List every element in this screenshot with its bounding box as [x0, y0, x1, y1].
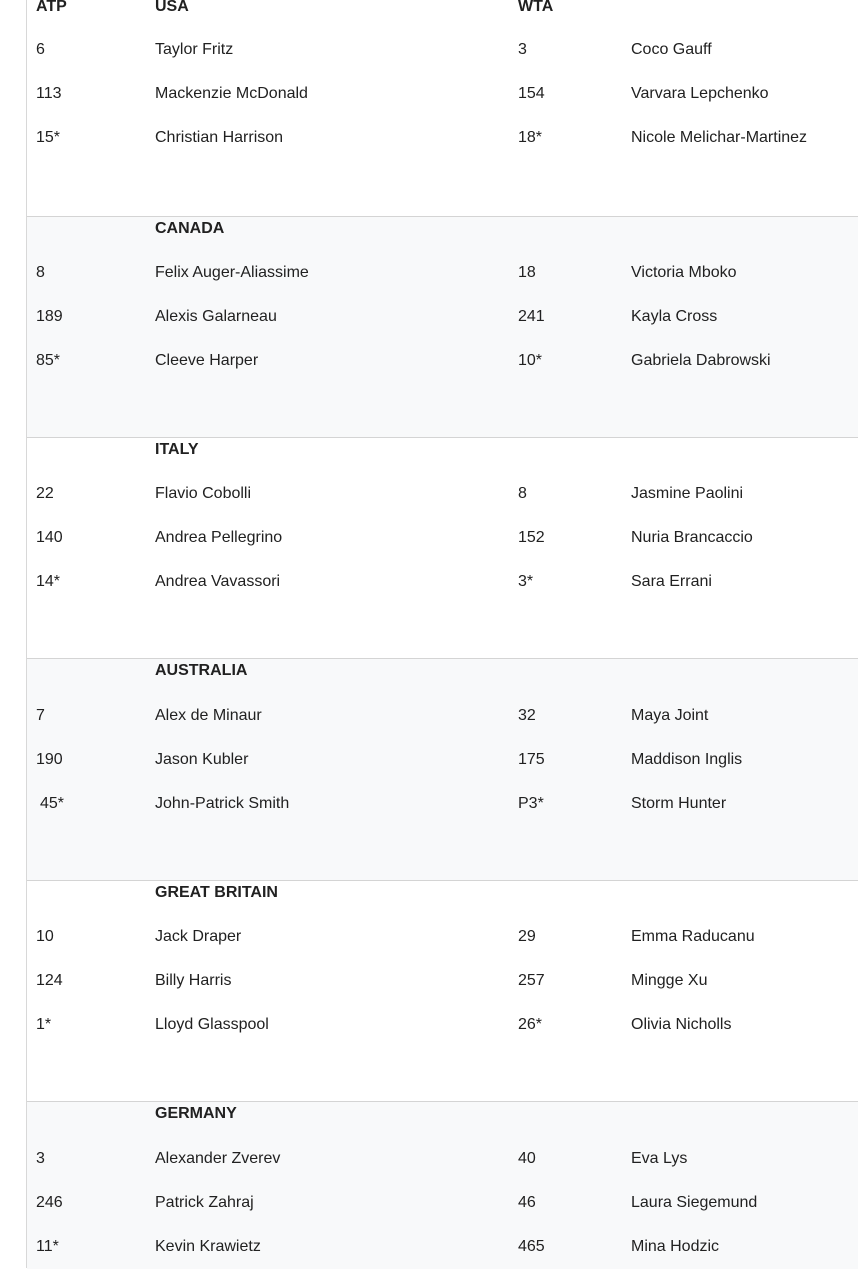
country-name: GREAT BRITAIN [155, 884, 278, 901]
table-row [27, 84, 858, 104]
section-usa [27, 0, 858, 216]
wta-player: Kayla Cross [631, 308, 718, 325]
section-australia [27, 658, 858, 880]
wta-rank: 18 [518, 264, 536, 281]
table-row [27, 706, 858, 726]
wta-rank: 465 [518, 1238, 545, 1255]
atp-rank: 10 [36, 928, 54, 945]
section-germany [27, 1101, 858, 1269]
wta-rank: 18* [518, 129, 543, 146]
wta-player: Mina Hodzic [631, 1238, 720, 1255]
wta-player: Coco Gauff [631, 41, 712, 58]
atp-player: John-Patrick Smith [155, 795, 290, 812]
table-row [27, 971, 858, 991]
atp-rank: 45* [40, 795, 65, 812]
wta-player: Maddison Inglis [631, 751, 743, 768]
table-row [27, 1193, 858, 1213]
wta-rank: 40 [518, 1150, 536, 1167]
atp-player: Andrea Pellegrino [155, 529, 283, 546]
wta-player: Mingge Xu [631, 972, 708, 989]
wta-rank: 26* [518, 1016, 543, 1033]
table-header [27, 0, 858, 17]
atp-player: Taylor Fritz [155, 41, 234, 58]
country-name: AUSTRALIA [155, 662, 248, 679]
wta-rank: 8 [518, 485, 527, 502]
section-canada [27, 216, 858, 438]
atp-rank: 1* [36, 1016, 52, 1033]
atp-rank: 113 [36, 85, 62, 102]
atp-player: Alexis Galarneau [155, 308, 277, 325]
atp-rank: 6 [36, 41, 45, 58]
atp-rank: 140 [36, 529, 63, 546]
wta-player: Gabriela Dabrowski [631, 352, 771, 369]
atp-rank: 22 [36, 485, 54, 502]
atp-rank: 246 [36, 1194, 63, 1211]
table-row [27, 40, 858, 60]
atp-player: Lloyd Glasspool [155, 1016, 269, 1033]
wta-player: Victoria Mboko [631, 264, 737, 281]
table-row [27, 263, 858, 283]
atp-rank: 3 [36, 1150, 45, 1167]
atp-player: Jack Draper [155, 928, 242, 945]
atp-rank: 189 [36, 308, 63, 325]
wta-player: Laura Siegemund [631, 1194, 758, 1211]
table-row [27, 794, 858, 814]
atp-rank: 124 [36, 972, 63, 989]
atp-player: Jason Kubler [155, 751, 249, 768]
table-row [27, 927, 858, 947]
atp-player: Alex de Minaur [155, 707, 262, 724]
wta-rank: 241 [518, 308, 545, 325]
atp-rank: 11* [36, 1238, 59, 1255]
wta-rank: 46 [518, 1194, 536, 1211]
wta-player: Nicole Melichar-Martinez [631, 129, 808, 146]
country-name: ITALY [155, 441, 199, 458]
wta-player: Sara Errani [631, 573, 712, 590]
wta-player: Emma Raducanu [631, 928, 755, 945]
country-name: GERMANY [155, 1105, 237, 1122]
table-row [27, 307, 858, 327]
atp-player: Felix Auger-Aliassime [155, 264, 309, 281]
table-row [27, 528, 858, 548]
table-row [27, 128, 858, 148]
wta-rank: 175 [518, 751, 545, 768]
wta-player: Jasmine Paolini [631, 485, 744, 502]
country-name: USA [155, 0, 189, 15]
wta-rank: P3* [518, 795, 544, 812]
atp-player: Billy Harris [155, 972, 232, 989]
section-great-britain [27, 880, 858, 1102]
atp-player: Cleeve Harper [155, 352, 259, 369]
wta-player: Olivia Nicholls [631, 1016, 732, 1033]
atp-player: Flavio Cobolli [155, 485, 252, 502]
table-row [27, 1237, 858, 1257]
wta-rank: 10* [518, 352, 543, 369]
wta-player: Storm Hunter [631, 795, 727, 812]
wta-player: Nuria Brancaccio [631, 529, 753, 546]
wta-header: WTA [518, 0, 554, 15]
atp-rank: 8 [36, 264, 45, 281]
atp-player: Patrick Zahraj [155, 1194, 254, 1211]
wta-player: Varvara Lepchenko [631, 85, 769, 102]
wta-player: Eva Lys [631, 1150, 688, 1167]
atp-rank: 7 [36, 707, 45, 724]
atp-header: ATP [36, 0, 67, 15]
wta-rank: 3* [518, 573, 534, 590]
wta-player: Maya Joint [631, 707, 709, 724]
wta-rank: 29 [518, 928, 536, 945]
atp-player: Kevin Krawietz [155, 1238, 261, 1255]
atp-player: Alexander Zverev [155, 1150, 281, 1167]
atp-rank: 14* [36, 573, 61, 590]
atp-player: Mackenzie McDonald [155, 85, 308, 102]
mixed-doubles-table [26, 0, 858, 1268]
atp-rank: 15* [36, 129, 61, 146]
wta-rank: 257 [518, 972, 545, 989]
wta-rank: 3 [518, 41, 527, 58]
wta-rank: 152 [518, 529, 545, 546]
wta-rank: 154 [518, 85, 545, 102]
table-row [27, 1015, 858, 1035]
atp-rank: 85* [36, 352, 61, 369]
table-row [27, 484, 858, 504]
section-italy [27, 437, 858, 659]
wta-rank: 32 [518, 707, 536, 724]
atp-player: Andrea Vavassori [155, 573, 281, 590]
table-row [27, 572, 858, 592]
atp-player: Christian Harrison [155, 129, 284, 146]
table-row [27, 1149, 858, 1169]
table-row [27, 351, 858, 371]
country-name: CANADA [155, 220, 225, 237]
table-row [27, 750, 858, 770]
atp-rank: 190 [36, 751, 63, 768]
